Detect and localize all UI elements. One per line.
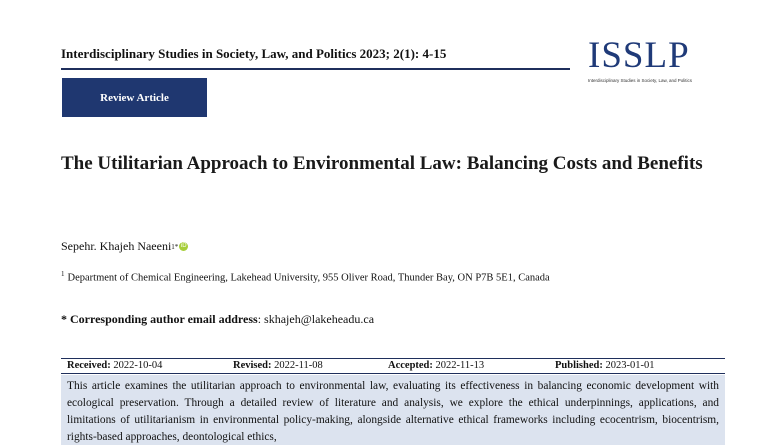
logo-subtitle: Interdisciplinary Studies in Society, Law, and Politics (588, 78, 692, 83)
affiliation (61, 270, 550, 284)
author-line (61, 239, 188, 254)
abstract-text: This article examines the utilitarian approach to environmental law, evaluating its effectiveness in balancing economic development with ecological preservation. Through a detailed review of literature and analysis, we explore the ethical underpinnings, applications, and limitations of utilitarianism in environmental policy-making, alongside alternative ethical frameworks including ecocentrism, biocentrism, rights-based approaches, deontological ethics, (67, 380, 719, 443)
journal-logo (588, 36, 713, 86)
dates-bottom-rule (61, 373, 725, 374)
article-title: The Utilitarian Approach to Environmental Law: Balancing Costs and Benefits (61, 153, 703, 174)
accepted-date: Accepted: 2022-11-13 (388, 360, 485, 371)
published-date: Published: 2023-01-01 (555, 360, 655, 371)
author-superscript: 1* (171, 242, 179, 251)
received-date: Received: 2022-10-04 (67, 360, 163, 371)
orcid-icon[interactable]: iD (180, 243, 187, 249)
journal-citation: Interdisciplinary Studies in Society, Law, and Politics 2023; 2(1): 4-15 (61, 46, 447, 61)
corresponding-author (61, 312, 374, 327)
header-rule (61, 68, 570, 70)
revised-date: Revised: 2022-11-08 (233, 360, 323, 371)
logo-text: ISSLP (588, 35, 690, 76)
article-type-badge: Review Article (62, 78, 207, 117)
dates-top-rule (61, 358, 725, 359)
corresponding-label: * Corresponding author email address (61, 312, 258, 326)
affiliation-superscript: 1 (61, 270, 65, 278)
author-name: Sepehr. Khajeh Naeeni (61, 239, 172, 253)
abstract-box (61, 375, 725, 445)
corresponding-email[interactable]: : skhajeh@lakeheadu.ca (257, 312, 375, 326)
dates-row (61, 360, 725, 373)
affiliation-text: Department of Chemical Engineering, Lakehead University, 955 Oliver Road, Thunder Bay, ON P7B 5E1, Canada (67, 272, 550, 284)
